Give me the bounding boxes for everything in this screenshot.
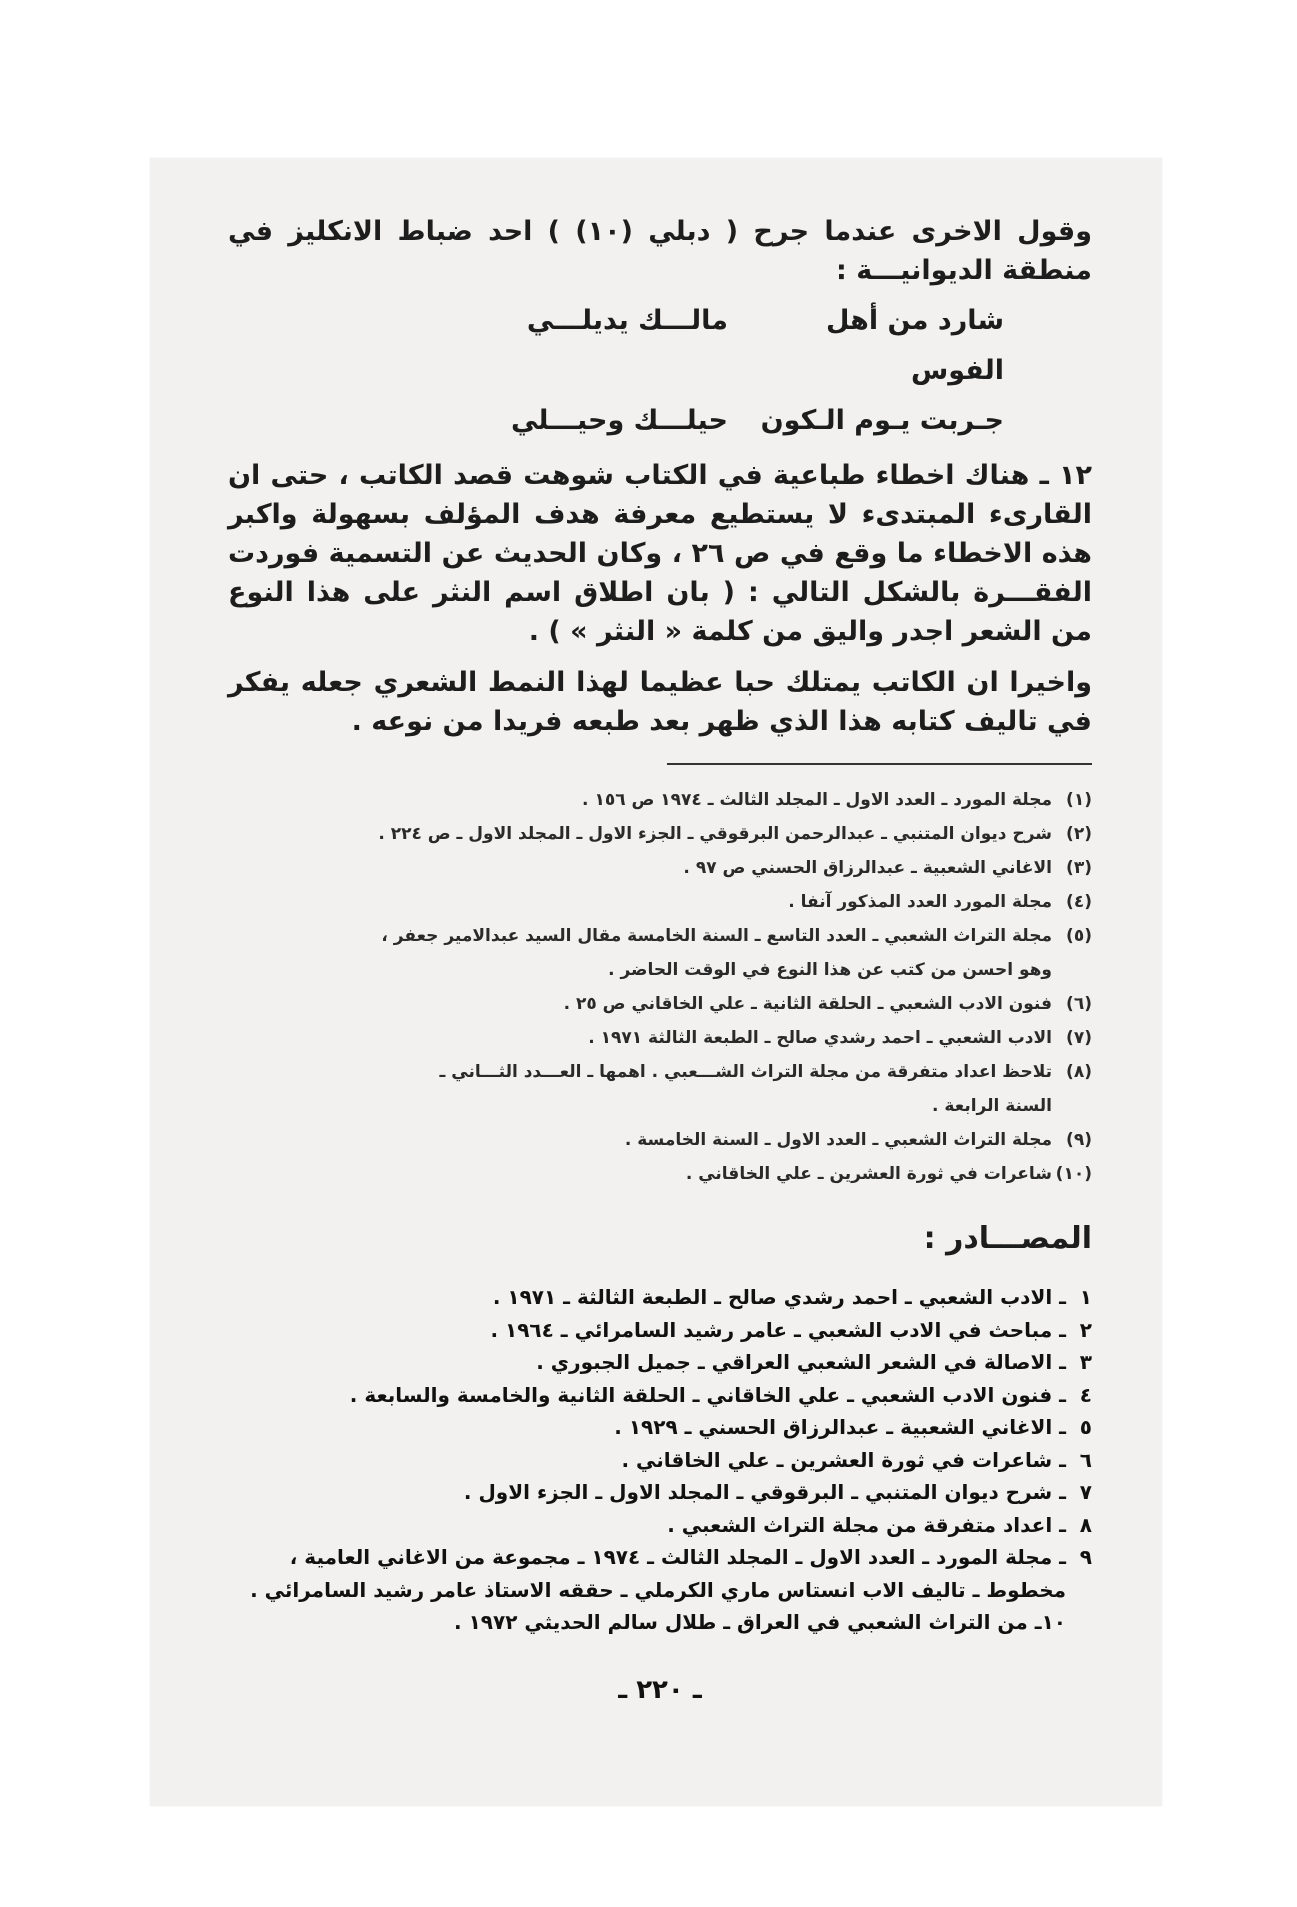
source-item (228, 1444, 1092, 1477)
footnote-number: (١) (1066, 790, 1092, 810)
source-item (228, 1281, 1092, 1314)
source-item (228, 1476, 1092, 1509)
source-number: ٦ (1079, 1447, 1092, 1472)
source-text: مخطوط ـ تاليف الاب انستاس ماري الكرملي ـ حققه الاستاذ عامر رشيد السامرائي . (250, 1577, 1066, 1602)
source-item (228, 1509, 1092, 1542)
footnote-number: (١٠) (1055, 1164, 1092, 1184)
intro-paragraph: وقول الاخرى عندما جرح ( دبلي (١٠) ) احد ضباط الانكليز في منطقة الديوانيـــة : (228, 216, 1093, 286)
sources-list (228, 1281, 1092, 1639)
verse-line (228, 296, 1092, 396)
source-number: ٨ (1079, 1512, 1092, 1537)
source-text: ـ شاعرات في ثورة العشرين ـ علي الخاقاني . (621, 1447, 1066, 1472)
footnote-text: وهو احسن من كتب عن هذا النوع في الوقت الحاضر . (608, 960, 1052, 980)
footnote-item (228, 817, 1092, 851)
source-number: ٣ (1079, 1350, 1092, 1374)
footnote-item (228, 1123, 1092, 1157)
footnote-text: شاعرات في ثورة العشرين ـ علي الخاقاني . (685, 1164, 1052, 1184)
footnote-number (1052, 1089, 1092, 1123)
source-item (228, 1411, 1092, 1444)
footnote-number: (٣) (1066, 858, 1092, 878)
source-text: ـ اعداد متفرقة من مجلة التراث الشعبي . (667, 1512, 1066, 1537)
footnote-number: (٥) (1066, 926, 1092, 946)
footnote-text: السنة الرابعة . (932, 1096, 1052, 1116)
source-number: ٤ (1079, 1382, 1092, 1407)
verse-hemistich-right: جـربت يـوم الـكون (760, 405, 1004, 436)
footnote-item (228, 1055, 1092, 1089)
source-number: ٢ (1079, 1317, 1092, 1342)
source-text: ١٠ـ من التراث الشعبي في العراق ـ طلال سالم الحديثي ١٩٧٢ . (454, 1610, 1066, 1634)
document-page (228, 212, 1092, 1705)
source-text: ـ مباحث في الادب الشعبي ـ عامر رشيد السامرائي ـ ١٩٦٤ . (490, 1317, 1066, 1342)
source-item (228, 1346, 1092, 1379)
footnotes-list (228, 783, 1092, 1191)
body-paragraph: واخيرا ان الكاتب يمتلك حبا عظيما لهذا النمط الشعري جعله يفكر في تاليف كتابه هذا الذي ظهر بعد طبعه فريدا من نوعه . (228, 667, 1092, 737)
footnote-number: (٢) (1066, 824, 1092, 844)
footnote-number: (٧) (1066, 1028, 1092, 1048)
source-text: ـ الادب الشعبي ـ احمد رشدي صالح ـ الطبعة الثالثة ـ ١٩٧١ . (492, 1285, 1066, 1309)
footnote-item (228, 1157, 1092, 1191)
verse-hemistich-left: مالـــك يديلـــي (526, 305, 728, 336)
footnote-number: (٦) (1066, 994, 1092, 1014)
source-text: ـ شرح ديوان المتنبي ـ البرقوقي ـ المجلد الاول ـ الجزء الاول . (463, 1480, 1066, 1504)
verse-hemistich-right: شارد من أهل الفوس (826, 305, 1004, 386)
footnote-number: (٨) (1066, 1062, 1092, 1082)
footnote-item (228, 919, 1092, 953)
source-number: ٥ (1079, 1415, 1092, 1439)
source-text: ـ الاصالة في الشعر الشعبي العراقي ـ جميل الجبوري . (536, 1350, 1066, 1374)
source-text: ـ مجلة المورد ـ العدد الاول ـ المجلد الثالث ـ ١٩٧٤ ـ مجموعة من الاغاني العامية ، (289, 1545, 1066, 1569)
footnote-number: (٤) (1066, 892, 1092, 912)
verse-line (228, 396, 1092, 446)
source-item (228, 1379, 1092, 1412)
footnote-item (228, 987, 1092, 1021)
footnote-continuation (228, 1089, 1092, 1123)
source-item (228, 1314, 1092, 1347)
verse-hemistich-left: حيلـــك وحيـــلي (510, 405, 728, 436)
footnote-item (228, 885, 1092, 919)
footnote-number (1052, 953, 1092, 987)
footnote-divider (667, 763, 1092, 765)
page-number: ـ ٢٢٠ ـ (618, 1674, 702, 1705)
footnote-text: تلاحظ اعداد متفرقة من مجلة التراث الشـــعبي . اهمها ـ العـــدد الثـــاني ـ (439, 1062, 1052, 1082)
footnote-continuation (228, 953, 1092, 987)
source-text: ـ فنون الادب الشعبي ـ علي الخاقاني ـ الحلقة الثانية والخامسة والسابعة . (349, 1382, 1066, 1407)
footnote-text: شرح ديوان المتنبي ـ عبدالرحمن البرقوقي ـ الجزء الاول ـ المجلد الاول ـ ص ٢٢٤ . (378, 824, 1052, 844)
source-item (228, 1606, 1092, 1639)
poem-verse (228, 296, 1092, 446)
footnote-text: مجلة التراث الشعبي ـ العدد الاول ـ السنة الخامسة . (624, 1130, 1052, 1150)
source-item (228, 1541, 1092, 1574)
footnote-text: الاغاني الشعبية ـ عبدالرزاق الحسني ص ٩٧ . (683, 858, 1052, 878)
footnote-text: فنون الادب الشعبي ـ الحلقة الثانية ـ علي الخاقاني ص ٢٥ . (563, 994, 1052, 1014)
source-number: ٧ (1079, 1480, 1092, 1504)
body-paragraph: ١٢ ـ هناك اخطاء طباعية في الكتاب شوهت قصد الكاتب ، حتى ان القارىء المبتدىء لا يستطيع معرفة هدف المؤلف بسهولة واكبر هذه الاخطاء ما وقع في ص ٢٦ ، وكان الحديث عن التسمية فوردت الفقـــرة بالشكل التالي : ( بان اطلاق اسم النثر على هذا النوع من الشعر اجدر واليق من كلمة « النثر » ) . (228, 460, 1092, 647)
source-continuation (228, 1574, 1092, 1607)
source-number: ١ (1079, 1285, 1092, 1309)
footnote-text: مجلة المورد العدد المذكور آنفا . (788, 892, 1052, 912)
footnote-item (228, 783, 1092, 817)
footnote-text: الادب الشعبي ـ احمد رشدي صالح ـ الطبعة الثالثة ١٩٧١ . (588, 1028, 1052, 1048)
footnote-text: مجلة التراث الشعبي ـ العدد التاسع ـ السنة الخامسة مقال السيد عبدالامير جعفر ، (381, 926, 1052, 946)
source-number: ٩ (1079, 1545, 1092, 1569)
footnote-text: مجلة المورد ـ العدد الاول ـ المجلد الثالث ـ ١٩٧٤ ص ١٥٦ . (582, 790, 1052, 810)
sources-heading: المصـــادر : (923, 1221, 1092, 1256)
footnote-item (228, 851, 1092, 885)
source-text: ـ الاغاني الشعبية ـ عبدالرزاق الحسني ـ ١٩٢٩ . (614, 1415, 1066, 1439)
footnote-item (228, 1021, 1092, 1055)
footnote-number: (٩) (1066, 1130, 1092, 1150)
